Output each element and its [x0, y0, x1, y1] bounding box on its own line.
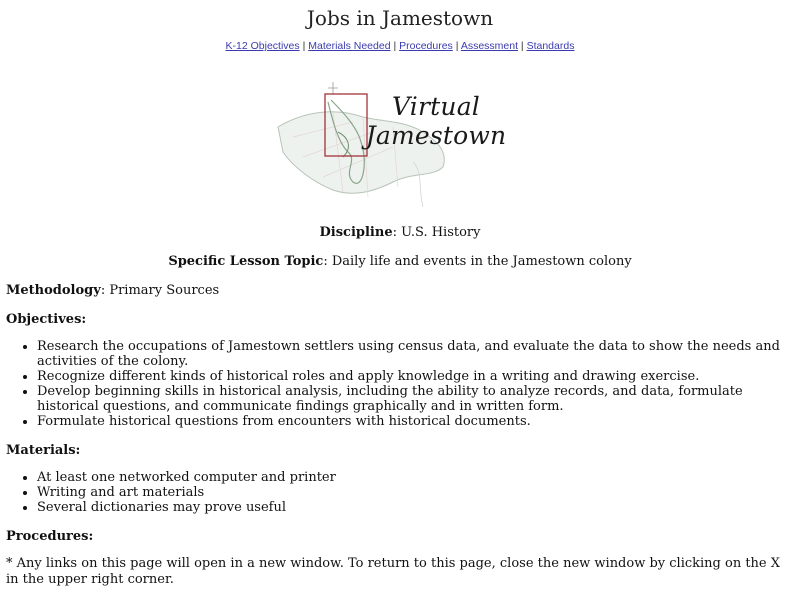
nav-link-standards[interactable]: Standards [526, 40, 575, 52]
virtual-jamestown-logo [273, 72, 528, 212]
topic-label: Specific Lesson Topic [168, 254, 324, 269]
list-item: • Recognize different kinds of historical roles and apply knowledge in a writing and drawing exercise. [37, 369, 794, 384]
list-item: • Develop beginning skills in historical analysis, including the ability to analyze records, and data, formulate historical questions, and communicate findings graphically and in written form. [37, 384, 794, 414]
materials-list [6, 470, 794, 515]
discipline-label: Discipline [319, 225, 393, 240]
nav-link-materials[interactable]: Materials Needed [308, 40, 391, 52]
procedures-note: * Any links on this page will open in a new window. To return to this page, close the new window by clicking on the X in the upper right corner. [6, 556, 781, 587]
list-item: • Several dictionaries may prove useful [37, 500, 794, 515]
objectives-heading: Objectives: [6, 312, 87, 327]
logo-text: Virtual Jamestown [365, 92, 507, 150]
discipline-value: : U.S. History [392, 225, 481, 240]
procedures-heading: Procedures: [6, 529, 94, 544]
page-title: Jobs in Jamestown [306, 6, 494, 30]
materials-heading: Materials: [6, 443, 81, 458]
topic-value: : Daily life and events in the Jamestown colony [323, 254, 632, 269]
list-item: • At least one networked computer and printer [37, 470, 794, 485]
nav-separator: | [455, 40, 459, 52]
nav-link-procedures[interactable]: Procedures [399, 40, 453, 52]
list-item: • Writing and art materials [37, 485, 794, 500]
page [0, 6, 800, 588]
nav-link-objectives[interactable]: K-12 Objectives [225, 40, 300, 52]
nav-link-assessment[interactable]: Assessment [460, 40, 518, 52]
methodology-value: : Primary Sources [100, 283, 220, 298]
nav-separator: | [520, 40, 524, 52]
nav-separator: | [393, 40, 397, 52]
topic-line [6, 254, 794, 269]
methodology-label: Methodology [6, 283, 101, 298]
nav-separator: | [302, 40, 306, 52]
objectives-list [6, 339, 794, 429]
logo-container [6, 72, 794, 217]
list-item: • Research the occupations of Jamestown settlers using census data, and evaluate the data to show the needs and activities of the colony. [37, 339, 794, 369]
list-item: • Formulate historical questions from encounters with historical documents. [37, 414, 794, 429]
discipline-line [6, 225, 794, 240]
section-nav [6, 40, 794, 52]
methodology-line [6, 283, 794, 298]
